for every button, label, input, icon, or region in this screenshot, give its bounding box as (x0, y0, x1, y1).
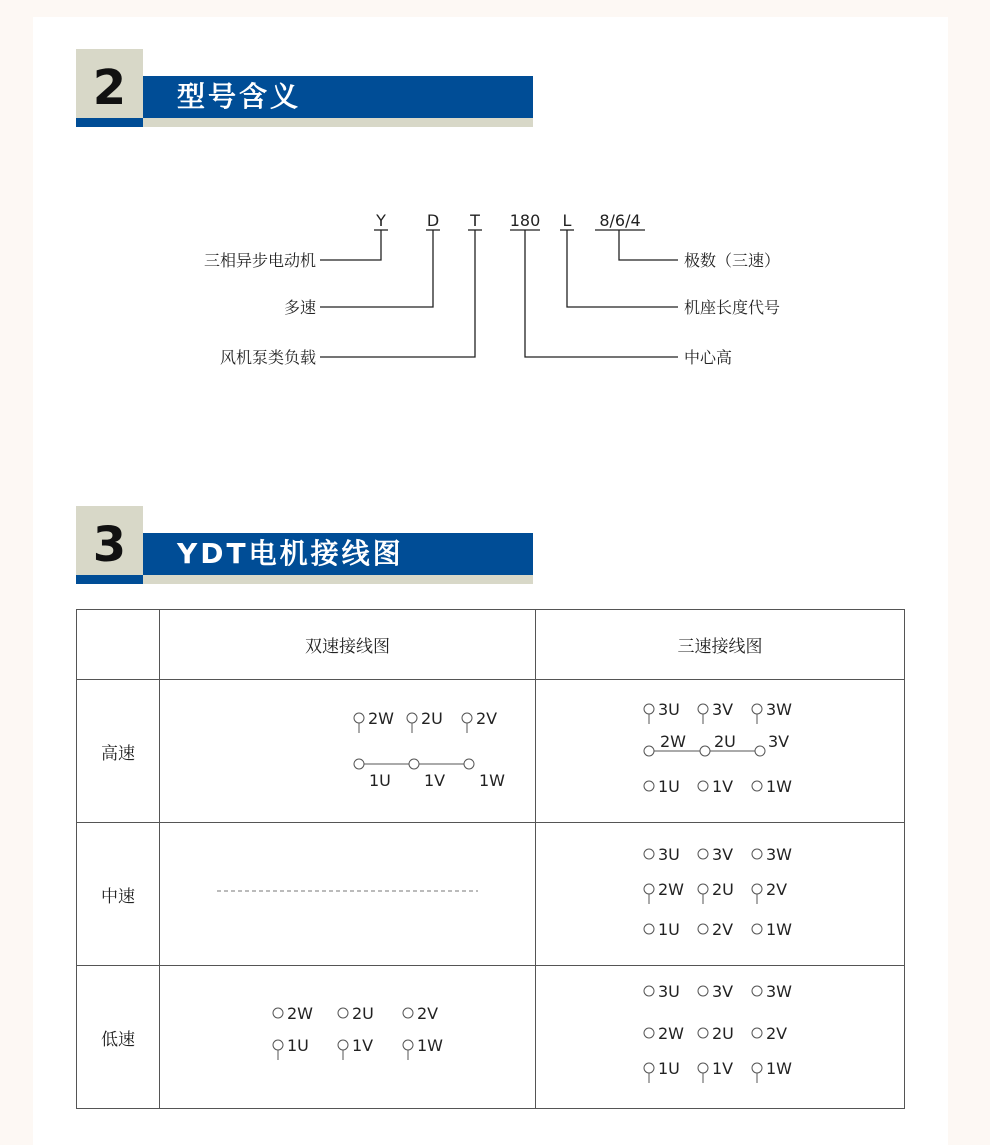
section-3-number: 3 (76, 506, 143, 584)
label-poles: 极数（三速） (684, 251, 781, 270)
col-header-three-speed: 三速接线图 (536, 610, 905, 680)
terminal-label: 2V (476, 709, 498, 728)
label-three-phase: 三相异步电动机 (203, 251, 316, 270)
row-label-low: 低速 (77, 966, 160, 1109)
terminal-label: 1U (658, 777, 680, 796)
col-header-two-speed: 双速接线图 (160, 610, 536, 680)
header-rule-right (143, 118, 533, 127)
terminal-label: 2V (712, 920, 734, 939)
section-2-header (76, 49, 534, 129)
header-rule-left (76, 118, 143, 127)
section-3-title: YDT电机接线图 (143, 533, 533, 575)
two-speed-medium-cell (160, 823, 536, 966)
terminal-label: 2W (658, 880, 684, 899)
code-180: 180 (509, 211, 541, 230)
terminal-label: 2V (417, 1004, 439, 1023)
terminal-label: 2W (368, 709, 394, 728)
terminal-label: 1W (417, 1036, 443, 1055)
terminal-label: 1U (369, 771, 391, 790)
terminal-label: 3V (712, 845, 734, 864)
code-y: Y (376, 211, 386, 230)
terminal-label: 2U (712, 1024, 734, 1043)
row-label-medium: 中速 (77, 823, 160, 966)
header-rule-left (76, 575, 143, 584)
two-speed-medium-diagram (160, 823, 535, 960)
terminal-label: 1V (424, 771, 446, 790)
terminal-label: 1W (766, 920, 792, 939)
code-l: L (562, 211, 572, 230)
row-label-high: 高速 (77, 680, 160, 823)
code-d: D (426, 211, 440, 230)
terminal-label: 2U (712, 880, 734, 899)
three-speed-low-diagram (536, 966, 904, 1103)
terminal-label: 1W (479, 771, 505, 790)
table-header-row (77, 610, 905, 680)
terminal-label: 3W (766, 700, 792, 719)
terminal-label: 2W (660, 732, 686, 751)
code-t: T (470, 211, 480, 230)
terminal-label: 2U (714, 732, 736, 751)
terminal-label: 2U (421, 709, 443, 728)
three-speed-high-diagram (536, 680, 904, 817)
three-speed-medium-diagram (536, 823, 904, 960)
terminal-label: 2W (658, 1024, 684, 1043)
terminal-label: 1V (352, 1036, 374, 1055)
terminal-label: 1U (658, 1059, 680, 1078)
terminal-label: 3V (712, 982, 734, 1001)
three-speed-medium-cell (536, 823, 905, 966)
terminal-label: 1W (766, 1059, 792, 1078)
label-center-height: 中心高 (684, 348, 733, 367)
terminal-label: 2V (766, 880, 788, 899)
section-2-title: 型号含义 (143, 76, 533, 118)
terminal-label: 3V (768, 732, 790, 751)
section-3-header (76, 506, 534, 586)
two-speed-high-cell (160, 680, 536, 823)
terminal-label: 3U (658, 700, 680, 719)
terminal-label: 2V (766, 1024, 788, 1043)
label-frame-length: 机座长度代号 (684, 298, 781, 317)
terminal-label: 1V (712, 777, 734, 796)
terminal-label: 1W (766, 777, 792, 796)
section-2-number: 2 (76, 49, 143, 127)
header-rule-right (143, 575, 533, 584)
terminal-label: 2U (352, 1004, 374, 1023)
terminal-label: 1U (287, 1036, 309, 1055)
two-speed-high-diagram (160, 680, 535, 817)
two-speed-low-cell (160, 966, 536, 1109)
terminal-label: 1V (712, 1059, 734, 1078)
terminal-label: 3W (766, 845, 792, 864)
label-fan-pump: 风机泵类负载 (219, 348, 316, 367)
terminal-label: 1U (658, 920, 680, 939)
terminal-label: 3U (658, 845, 680, 864)
three-speed-low-cell (536, 966, 905, 1109)
table-row (77, 823, 905, 966)
table-row (77, 966, 905, 1109)
leader-lines (320, 230, 678, 357)
table-row (77, 680, 905, 823)
three-speed-high-cell (536, 680, 905, 823)
corner-cell (77, 610, 160, 680)
terminal-label: 3W (766, 982, 792, 1001)
label-multi-speed: 多速 (283, 298, 316, 317)
terminal-label: 2W (287, 1004, 313, 1023)
terminal-label: 3V (712, 700, 734, 719)
code-poles: 8/6/4 (599, 211, 641, 230)
wiring-table (76, 609, 905, 1109)
terminal-label: 3U (658, 982, 680, 1001)
two-speed-low-diagram (160, 966, 535, 1103)
